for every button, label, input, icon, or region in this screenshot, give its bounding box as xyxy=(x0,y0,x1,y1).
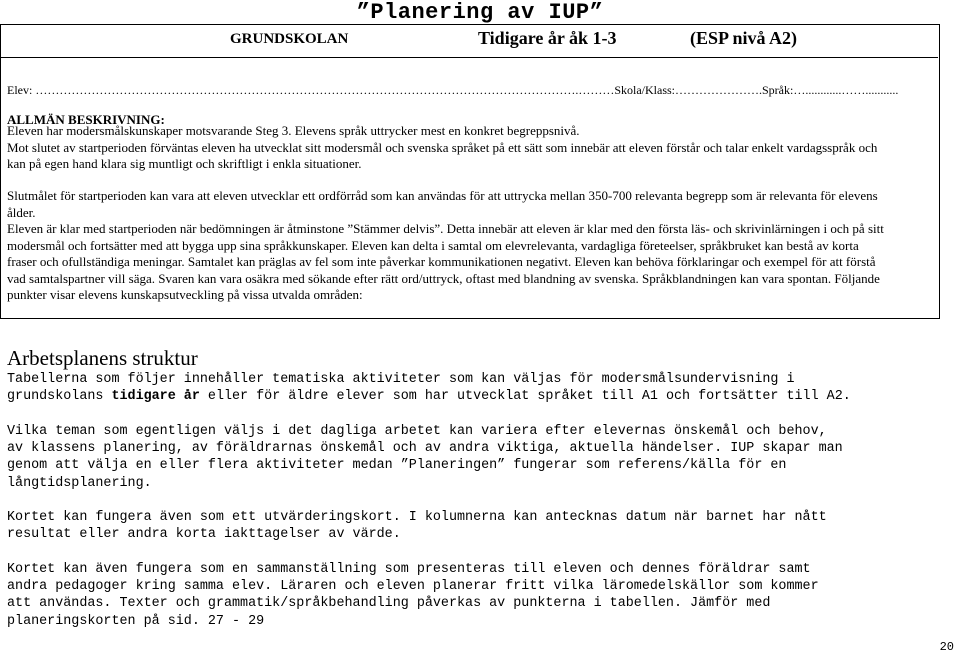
header-divider xyxy=(1,57,938,58)
section-heading: Arbetsplanens struktur xyxy=(7,346,198,370)
description-line: Eleven har modersmålskunskaper motsvarande Steg 3. Elevens språk uttrycker mest en konkret begreppsnivå. xyxy=(7,123,580,138)
general-description-label: ALLMÄN BESKRIVNING: xyxy=(7,112,165,127)
description-line: Mot slutet av startperioden förväntas eleven ha utvecklat sitt modersmål och svenska språket på ett sätt som innebär att eleven förstår och talar enkelt vardagsspråk och xyxy=(7,139,878,155)
paragraph-1-line-2a: grundskolans xyxy=(7,389,112,405)
esp-level-label: (ESP nivå A2) xyxy=(690,28,798,48)
paragraph-1 xyxy=(7,371,957,405)
page-number: 20 xyxy=(939,640,954,654)
goal-line: vad samtalspartner vill säga. Svaren kan vara osäkra med sökande efter rätt ord/uttryck, oftast med blandning av svenska. Språkblandningen kan vara spontan. Följande xyxy=(7,270,880,286)
goal-line: fraser och ofullständiga meningar. Samtalet kan präglas av fel som inte påverkar kommunikationen negativt. Eleven kan behöva förklaringar och exempel för att förstå xyxy=(7,254,876,269)
goal-line: ålder. xyxy=(7,204,36,220)
goal-line: Slutmålet för startperioden kan vara att eleven utvecklar ett ordförråd som kan användas för att uttrycka mellan 350-700 relevanta begrepp som är relevanta för elevens xyxy=(7,188,878,203)
student-fields-line: Elev: ……………………………………………………………………………………………………………………….………Skola/Klass:………………….Språk:…............……........... xyxy=(7,83,899,97)
paragraph-2: Vilka teman som egentligen väljs i det dagliga arbetet kan variera efter elevernas önskemål och behov, av klassens planering, av föräldrarnas önskemål och av andra viktiga, aktuella händelser. IUP skapar man genom att välja en eller flera aktiviteter medan ”Planeringen” fungerar som referens/källa för en långtidsplanering. xyxy=(7,424,843,491)
description-line: kan på egen hand klara sig muntligt och skriftligt i enkla situationer. xyxy=(7,156,362,171)
goal-line: Eleven är klar med startperioden när bedömningen är åtminstone ”Stämmer delvis”. Detta innebär att eleven är klar med den första läs- och skrivinlärningen i och på sitt xyxy=(7,221,884,236)
paragraph-4: Kortet kan även fungera som en sammanställning som presenteras till eleven och dennes föräldrar samt andra pedagoger kring samma elev. Läraren och eleven planerar fritt vilka läromedelskällor som kommer att användas. Texter och grammatik/språkbehandling påverkas av punkterna i tabellen. Jämför med planeringskorten på sid. 27 - 29 xyxy=(7,562,819,629)
goal-line: modersmål och fortsätter med att bygga upp sina språkkunskaper. Eleven kan delta i samtal om elevrelevanta, vardagliga företeelser, språkbruket kan bestå av korta xyxy=(7,237,859,253)
paragraph-1-line-2b: eller för äldre elever som har utvecklat språket till A1 och fortsätter till A2. xyxy=(199,389,851,405)
school-label: GRUNDSKOLAN xyxy=(230,31,349,47)
page-title: ”Planering av IUP” xyxy=(356,0,604,25)
emphasis-tidigare-ar: tidigare år xyxy=(111,389,200,405)
paragraph-1-line-1: Tabellerna som följer innehåller tematiska aktiviteter som kan väljas för modersmålsundervisning i xyxy=(7,372,795,387)
level-label: Tidigare år åk 1-3 xyxy=(478,28,617,48)
goal-line: punkter visar elevens kunskapsutveckling på vissa utvalda områden: xyxy=(7,287,363,302)
paragraph-3: Kortet kan fungera även som ett utvärderingskort. I kolumnerna kan antecknas datum när barnet har nått resultat eller andra korta iakttagelser av värde. xyxy=(7,510,827,543)
